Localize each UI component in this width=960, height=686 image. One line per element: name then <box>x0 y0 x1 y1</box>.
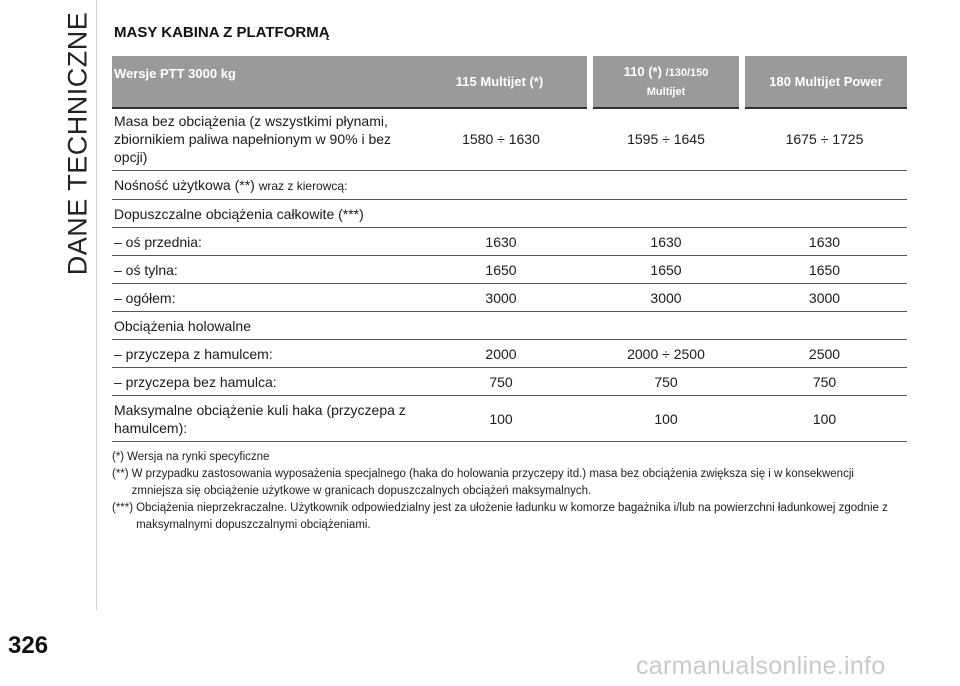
table-row <box>112 171 907 200</box>
row-label-small: wraz z kierowcą: <box>258 179 348 193</box>
table-row <box>112 368 907 396</box>
footnote-text: Wersja na rynki specyficzne <box>127 451 270 463</box>
row-label: – przyczepa bez hamulca: <box>112 368 412 396</box>
row-value: 1580 ÷ 1630 <box>412 108 590 171</box>
row-value: 2500 <box>742 340 907 368</box>
row-value: 2000 ÷ 2500 <box>590 340 742 368</box>
footnote-mark: (**) <box>112 468 129 480</box>
row-label: Masa bez obciążenia (z wszystkimi płynami, zbiornikiem paliwa napełnionym w 90% i bez opcji) <box>112 108 412 171</box>
row-value: 3000 <box>412 284 590 312</box>
section-title: MASY KABINA Z PLATFORMĄ <box>114 24 330 41</box>
header-110-line2: Multijet <box>646 85 686 98</box>
footnote-mark: (*) <box>112 451 125 463</box>
row-label-main: Nośność użytkowa (**) <box>114 177 259 193</box>
watermark: carmanualsonline.info <box>636 652 886 680</box>
section-side-tab <box>62 11 94 275</box>
row-value: 3000 <box>742 284 907 312</box>
row-value: 3000 <box>590 284 742 312</box>
row-value: 750 <box>412 368 590 396</box>
row-value: 1650 <box>742 256 907 284</box>
table-row <box>112 256 907 284</box>
footnotes <box>112 449 902 534</box>
table-row <box>112 396 907 442</box>
weights-table <box>112 56 907 442</box>
row-value: 1650 <box>590 256 742 284</box>
row-label: Maksymalne obciążenie kuli haka (przyczepa z hamulcem): <box>112 396 412 442</box>
table-row <box>112 108 907 171</box>
row-value: 100 <box>590 396 742 442</box>
row-label: – oś przednia: <box>112 228 412 256</box>
footnote <box>112 500 902 534</box>
weights-table-container <box>112 56 907 442</box>
row-value: 100 <box>742 396 907 442</box>
row-value: 1630 <box>742 228 907 256</box>
row-value: 1630 <box>412 228 590 256</box>
row-value: 1650 <box>412 256 590 284</box>
row-label: Obciążenia holowalne <box>112 312 907 340</box>
table-row <box>112 284 907 312</box>
table-header-row <box>112 56 907 108</box>
row-value: 1675 ÷ 1725 <box>742 108 907 171</box>
row-value: 750 <box>590 368 742 396</box>
row-label <box>112 171 907 200</box>
footnote-text: W przypadku zastosowania wyposażenia specjalnego (haka do holowania przyczepy itd.) masa bez obciążenia zwiększa się i w konsekwencji zmniejsza się obciążenie użytkowe w granicach dopuszczalnych obciążeń maksymalnych. <box>131 468 854 497</box>
header-180-multijet-power: 180 Multijet Power <box>742 56 907 108</box>
row-value: 1595 ÷ 1645 <box>590 108 742 171</box>
row-label: – oś tylna: <box>112 256 412 284</box>
table-row <box>112 340 907 368</box>
row-value: 2000 <box>412 340 590 368</box>
row-label: Dopuszczalne obciążenia całkowite (***) <box>112 200 907 228</box>
table-row <box>112 312 907 340</box>
footnote-text: Obciążenia nieprzekraczalne. Użytkownik odpowiedzialny jest za ułożenie ładunku w komorze bagażnika i/lub na powierzchni ładunkowej zgodnie z maksymalnymi dopuszczalnymi obciążeniami. <box>136 502 888 531</box>
row-value: 100 <box>412 396 590 442</box>
side-divider <box>96 0 97 610</box>
table-row <box>112 228 907 256</box>
page-number: 326 <box>8 632 49 659</box>
header-110-main: 110 (*) <box>623 63 666 79</box>
footnote <box>112 449 902 466</box>
header-versions: Wersje PTT 3000 kg <box>112 56 412 108</box>
header-110-small: /130/150 <box>665 66 709 79</box>
footnote-mark: (***) <box>112 502 134 514</box>
row-label: – ogółem: <box>112 284 412 312</box>
row-value: 1630 <box>590 228 742 256</box>
footnote <box>112 466 902 500</box>
header-115-multijet: 115 Multijet (*) <box>412 56 590 108</box>
table-row <box>112 200 907 228</box>
side-tab-label: DANE TECHNICZNE <box>62 11 93 275</box>
row-label: – przyczepa z hamulcem: <box>112 340 412 368</box>
header-110-130-150-multijet <box>590 56 742 108</box>
row-value: 750 <box>742 368 907 396</box>
